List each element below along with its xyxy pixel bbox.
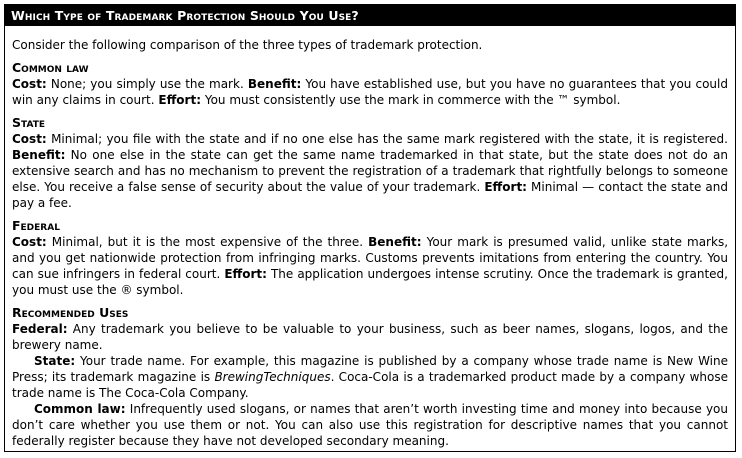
recommended-state-text — [12, 353, 728, 401]
benefit-label: Benefit: — [12, 148, 66, 162]
state-use-text-b: . Coca-Cola is a trademarked product made by a company whose trade name is The Coca-Cola Company. — [12, 370, 728, 400]
effort-text: Minimal — contact the state and pay a fee. — [12, 180, 729, 210]
section-federal — [12, 217, 728, 298]
federal-use-text: Any trademark you believe to be valuable to your business, such as beer names, slogans, logos, and the brewery name. — [12, 322, 728, 352]
common-law-heading: Common law — [12, 60, 89, 75]
state-use-text-a: Your trade name. For example, this magazine is published by a company whose trade name is New Wine Press; its trademark magazine is — [12, 354, 728, 384]
box-title: Which Type of Trademark Protection Should You Use? — [5, 5, 735, 26]
effort-text: The application undergoes intense scrutiny. Once the trademark is granted, you must use the ® symbol. — [12, 267, 728, 297]
effort-label: Effort: — [158, 93, 202, 107]
benefit-text: You have established use, but you have no guarantees that you could win any claims in court. — [12, 77, 728, 107]
cost-label: Cost: — [12, 235, 47, 249]
federal-heading: Federal — [12, 218, 60, 233]
section-common-law — [12, 59, 728, 108]
state-text — [12, 131, 728, 211]
effort-text: You must consistently use the mark in commerce with the ™ symbol. — [201, 93, 621, 107]
effort-label: Effort: — [484, 180, 527, 194]
state-label: State: — [34, 354, 76, 368]
cost-text: None; you simply use the mark. — [46, 77, 248, 91]
recommended-common-text — [12, 401, 728, 449]
cost-text: Minimal, but it is the most expensive of the three. — [46, 235, 369, 249]
recommended-federal-text — [12, 321, 728, 353]
federal-text — [12, 234, 728, 298]
box-content — [5, 26, 735, 449]
effort-label: Effort: — [224, 267, 267, 281]
cost-label: Cost: — [12, 77, 47, 91]
section-recommended-uses — [12, 304, 728, 449]
common-use-text: Infrequently used slogans, or names that aren’t worth investing time and money into because you don’t care whether you use them or not. You can also use this registration for descriptive names that you cannot federally register because they have not developed secondary meaning. — [12, 402, 729, 448]
benefit-label: Benefit: — [247, 77, 302, 91]
common-law-text — [12, 76, 728, 108]
section-state — [12, 114, 728, 211]
magazine-name: BrewingTechniques — [214, 370, 331, 384]
trademark-sidebar-box — [4, 4, 736, 452]
federal-label: Federal: — [12, 322, 68, 336]
intro-text: Consider the following comparison of the three types of trademark protection. — [12, 38, 483, 52]
benefit-text: Your mark is presumed valid, unlike state marks, and you get nationwide protection from infringing marks. Customs prevents imitations from entering the country. You can sue infringers in federal court. — [12, 235, 729, 281]
recommended-uses-heading: Recommended Uses — [12, 305, 129, 320]
benefit-text: No one else in the state can get the same name trademarked in that state, but the state does not do an extensive search and has no mechanism to prevent the registration of a trademark that rightfully belongs to someone else. You receive a false sense of security about the value of your trademark. — [12, 148, 728, 194]
cost-label: Cost: — [12, 132, 47, 146]
state-heading: State — [12, 115, 45, 130]
common-law-label: Common law: — [34, 402, 126, 416]
cost-text: Minimal; you file with the state and if no one else has the same mark registered with the state, it is registered. — [46, 132, 728, 146]
benefit-label: Benefit: — [368, 235, 422, 249]
